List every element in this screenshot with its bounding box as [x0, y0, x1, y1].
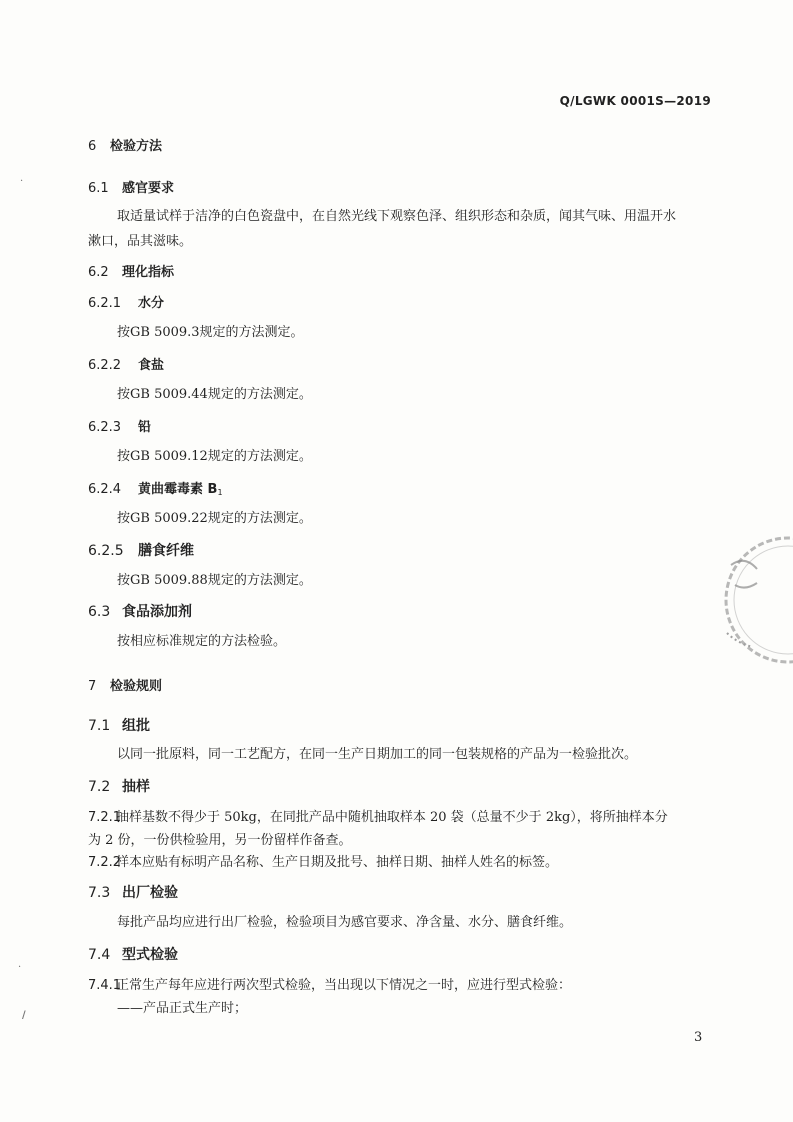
seal-stamp — [713, 525, 793, 675]
paragraph: 每批产品均应进行出厂检验，检验项目为感官要求、净含量、水分、膳食纤维。 — [117, 915, 573, 930]
section-number: 6.1 — [88, 181, 109, 196]
section-number: 7 — [88, 679, 97, 694]
section-title: 食盐 — [138, 358, 165, 373]
list-item: ——产品正式生产时； — [117, 1001, 248, 1016]
clause-7-2-2 — [88, 851, 558, 870]
section-heading-7-3 — [88, 882, 178, 902]
clause-text: 样本应贴有标明产品名称、生产日期及批号、抽样日期、抽样人姓名的标签。 — [116, 855, 559, 870]
clause-text: 正常生产每年应进行两次型式检验，当出现以下情况之一时，应进行型式检验： — [116, 978, 572, 993]
section-number: 6.2.4 — [88, 482, 122, 497]
section-title: 理化指标 — [122, 265, 175, 280]
section-heading-6-2-4 — [88, 478, 223, 497]
clause-number: 7.2.1 — [88, 810, 122, 825]
section-title: 铅 — [138, 420, 152, 435]
section-heading-6-3 — [88, 601, 192, 621]
clause-7-2-1 — [88, 806, 668, 825]
paragraph: 以同一批原料，同一工艺配方，在同一生产日期加工的同一包装规格的产品为一检验批次。 — [117, 747, 638, 762]
paragraph: 按GB 5009.3规定的方法测定。 — [117, 325, 304, 340]
section-heading-7-2 — [88, 776, 150, 796]
paragraph: 按GB 5009.88规定的方法测定。 — [117, 573, 312, 588]
section-heading-6-2-3 — [88, 416, 151, 435]
paragraph: 按相应标准规定的方法检验。 — [117, 634, 287, 649]
section-title: 黄曲霉毒素 B — [138, 482, 218, 497]
section-number: 6.2.1 — [88, 296, 122, 311]
section-number: 7.1 — [88, 718, 111, 734]
section-number: 7.3 — [88, 885, 111, 901]
section-heading-7-1 — [88, 715, 150, 735]
section-heading-6 — [88, 135, 162, 154]
section-heading-6-1 — [88, 177, 174, 196]
paragraph: 漱口，品其滋味。 — [88, 234, 193, 249]
section-number: 6.2.5 — [88, 543, 124, 559]
clause-7-4-1 — [88, 974, 571, 993]
paragraph: 为 2 份，一份供检验用，另一份留样作备查。 — [88, 833, 352, 848]
paragraph: 按GB 5009.22规定的方法测定。 — [117, 511, 312, 526]
section-title: 食品添加剂 — [122, 604, 192, 620]
scan-mark: · — [18, 962, 22, 973]
section-title: 水分 — [138, 296, 165, 311]
section-number: 6 — [88, 139, 97, 154]
clause-number: 7.4.1 — [88, 978, 122, 993]
section-title: 检验方法 — [110, 139, 163, 154]
section-heading-7 — [88, 675, 162, 694]
paragraph: 按GB 5009.44规定的方法测定。 — [117, 387, 312, 402]
page-number: 3 — [694, 1030, 703, 1045]
section-heading-6-2-2 — [88, 354, 164, 373]
section-title: 感官要求 — [122, 181, 175, 196]
clause-number: 7.2.2 — [88, 855, 122, 870]
section-title: 出厂检验 — [122, 885, 178, 901]
section-heading-6-2-1 — [88, 292, 164, 311]
section-title: 组批 — [122, 718, 150, 734]
section-title: 检验规则 — [110, 679, 163, 694]
section-title: 型式检验 — [122, 947, 178, 963]
scan-mark: / — [22, 1010, 26, 1021]
section-heading-7-4 — [88, 944, 178, 964]
section-title: 膳食纤维 — [138, 543, 194, 559]
section-number: 6.3 — [88, 604, 111, 620]
section-number: 6.2.3 — [88, 420, 122, 435]
section-number: 7.2 — [88, 779, 111, 795]
section-heading-6-2-5 — [88, 540, 194, 560]
subscript: 1 — [217, 488, 223, 497]
clause-text: 抽样基数不得少于 50kg，在同批产品中随机抽取样本 20 袋（总量不少于 2kg），将所抽样本分 — [116, 810, 668, 825]
section-number: 6.2.2 — [88, 358, 122, 373]
section-number: 7.4 — [88, 947, 111, 963]
section-heading-6-2 — [88, 261, 174, 280]
section-number: 6.2 — [88, 265, 109, 280]
section-title: 抽样 — [122, 779, 150, 795]
paragraph: 取适量试样于洁净的白色瓷盘中，在自然光线下观察色泽、组织形态和杂质，闻其气味、用温开水 — [117, 209, 677, 224]
paragraph: 按GB 5009.12规定的方法测定。 — [117, 449, 312, 464]
standard-code: Q/LGWK 0001S—2019 — [559, 94, 711, 108]
scan-mark: · — [20, 176, 24, 187]
